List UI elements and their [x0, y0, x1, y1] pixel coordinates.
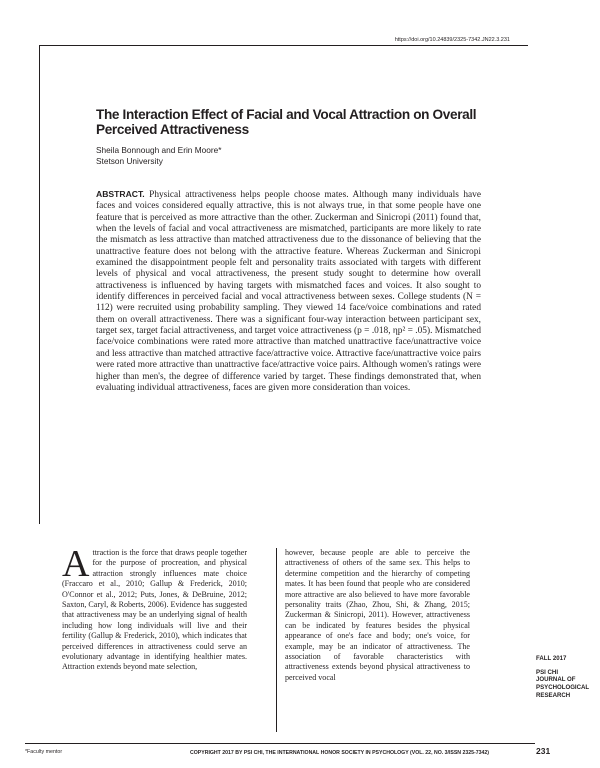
abstract-label: ABSTRACT. [96, 189, 145, 199]
journal-name-line1: PSI CHI [536, 668, 559, 676]
copyright-line: COPYRIGHT 2017 BY PSI CHI, THE INTERNATIONAL HONOR SOCIETY IN PSYCHOLOGY (VOL. 22, NO. 3/ISSN 2325-7342) [190, 750, 490, 756]
journal-name-line2: JOURNAL OF [536, 676, 576, 684]
body-column-right [285, 548, 470, 683]
issue-season: FALL 2017 [536, 655, 567, 662]
journal-name-line3: PSYCHOLOGICAL [536, 684, 590, 692]
column-divider [276, 548, 277, 732]
abstract [96, 189, 481, 394]
drop-cap: A [62, 543, 90, 585]
author-block [96, 145, 221, 167]
doi-link[interactable]: https://doi.org/10.24839/2325-7342.JN22.3.231 [394, 37, 510, 43]
page-number: 231 [536, 746, 551, 756]
body-text-left: ttraction is the force that draws people together for the purpose of procreation, and physical attraction strongly influences mate choice (Fraccaro et al., 2010; Gallup & Frederick, 2010; O'Connor et al., 2012; Puts, Jones, & DeBruine, 2012; Saxton, Caryl, & Roberts, 2006). Evidence has suggested that attractiveness may be an underlying signal of health including how long individuals will live and their fertility (Gallup & Frederick, 2010), which indicates that perceived differences in attractiveness could serve an evolutionary advantage in identifying healthier mates. Attraction extends beyond mate selection, [62, 548, 247, 672]
journal-name-line4: RESEARCH [536, 691, 571, 699]
article-title: The Interaction Effect of Facial and Vocal Attraction on Overall Perceived Attractiveness [96, 107, 477, 137]
author-affiliation: Stetson University [96, 156, 163, 166]
journal-sidebar [536, 655, 589, 700]
body-column-left [62, 543, 247, 673]
abstract-text: Physical attractiveness helps people choose mates. Although many individuals have faces and voices considered equally attractive, this is not always true, in that some people have one feature that is perceived as more attractive than the other. Zuckerman and Sinicropi (2011) found that, when the levels of facial and vocal attractiveness are mismatched, participants are more likely to rate the mismatch as less attractive than matched attractiveness due to the dissonance of believing that the unattractive feature does not belong with the attractive feature. Whereas Zuckerman and Sinicropi examined the disappointment people felt and personality traits associated with targets with different levels of physical and vocal attractiveness, the present study sought to determine how overall attractiveness is influenced by having targets with mismatched faces and voices. It also sought to identify differences in perceived facial and vocal attractiveness between sexes. College students (N = 112) were recruited using probability sampling. They viewed 14 face/voice combinations and rated them on overall attractiveness. There was a significant four-way interaction between participant sex, target sex, target facial attractiveness, and target voice attractiveness (p = .018, ηp² = .05). Mismatched face/voice combinations were rated more attractive than matched unattractive face/unattractive voice and less attractive than matched attractive face/attractive voice. Attractive face/unattractive voice pairs were rated more attractive than unattractive face/attractive voice pairs. Although women's ratings were higher than men's, the degree of difference varied by target. These findings demonstrated that, when evaluating individual attractiveness, faces are given more consideration than voices. [96, 190, 481, 393]
body-text-right: however, because people are able to perceive the attractiveness of others of the same sex. This helps to determine competition and the hierarchy of competing mates. It has been found that people who are considered more attractive are also believed to have more favorable personality traits (Zhao, Zhou, Shi, & Zhang, 2015; Zuckerman & Sinicropi, 2011). However, attractiveness can be indicated by features besides the physical appearance of one's face and body; one's voice, for example, may be an indicator of attractiveness. The association of favorable characteristics with attractiveness extends beyond physical attractiveness to perceived vocal [285, 548, 470, 682]
footnote: *Faculty mentor [25, 749, 63, 755]
footer-rule [25, 743, 535, 744]
author-names: Sheila Bonnough and Erin Moore* [96, 145, 222, 155]
